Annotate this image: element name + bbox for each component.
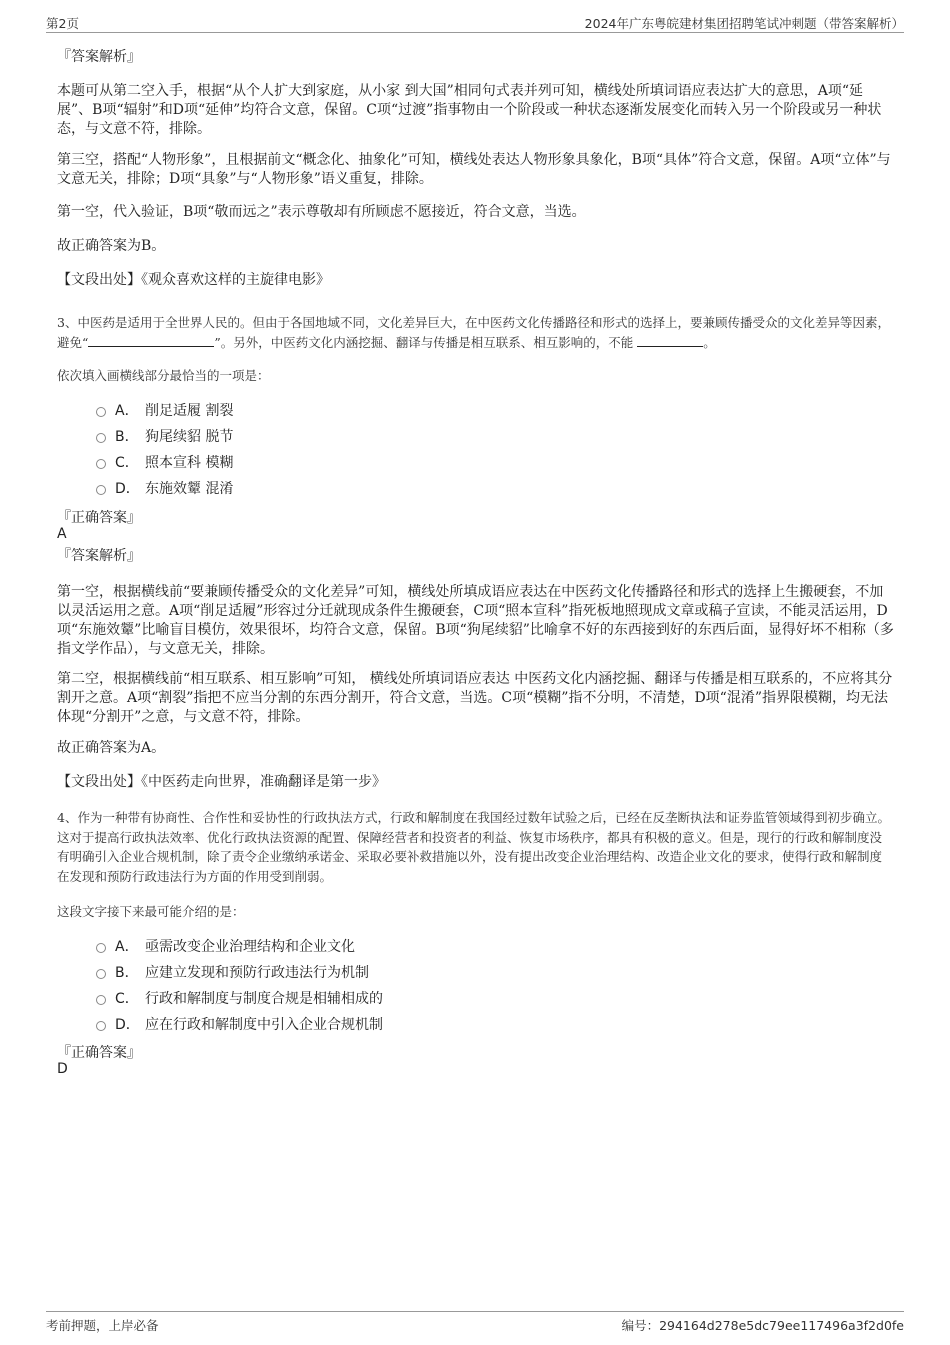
option-text: 照本宣科 模糊 — [145, 455, 234, 471]
question-stem-text: 3、中医药是适用于全世界人民的。但由于各国地域不同，文化差异巨大，在中医药文化传播路径和形式的选择上，要兼顾传播受众的文化差异等因素，避免“ — [57, 315, 890, 350]
footer-slogan: 考前押题，上岸必备 — [46, 1318, 159, 1333]
explanation-paragraph: 第二空，根据横线前“相互联系、相互影响”可知， 横线处所填词语应表达 中医药文化内涵挖掘、翻译与传播是相互联系的，不应将其分割开之意。A项“割裂”指把不应当分割的东西分割开，符合文意，当选。C项“模糊”指不分明，不清楚，D项“混淆”指界限模糊，均无法体现“分割开”之意，与文意不符，排除。 — [57, 671, 893, 725]
question-stem — [57, 313, 894, 352]
option-a[interactable] — [96, 938, 355, 956]
option-text: 亟需改变企业治理结构和企业文化 — [145, 939, 355, 955]
source-citation: 【文段出处】《观众喜欢这样的主旋律电影》 — [57, 272, 330, 288]
page-number: 第2页 — [46, 16, 79, 31]
explanation-paragraph: 第三空，搭配“人物形象”，且根据前文“概念化、抽象化”可知，横线处表达人物形象具象化，B项“具体”符合文意，保留。A项“立体”与文意无关，排除；D项“具象”与“人物形象”语义重复，排除。 — [57, 152, 891, 187]
question-prompt: 这段文字接下来最可能介绍的是： — [57, 904, 245, 919]
question-prompt: 依次填入画横线部分最恰当的一项是： — [57, 368, 270, 383]
answer-conclusion: 故正确答案为B。 — [57, 238, 166, 254]
option-text: 东施效颦 混淆 — [145, 481, 234, 497]
option-label: A． — [115, 939, 139, 955]
option-label: B． — [115, 965, 139, 981]
option-text: 应在行政和解制度中引入企业合规机制 — [145, 1017, 383, 1033]
option-text: 行政和解制度与制度合规是相辅相成的 — [145, 991, 383, 1007]
option-label: A． — [115, 403, 139, 419]
option-b[interactable] — [96, 964, 369, 982]
explanation-heading: 『答案解析』 — [57, 49, 141, 65]
document-title: 2024年广东粤皖建材集团招聘笔试冲刺题（带答案解析） — [584, 16, 904, 31]
answer-conclusion: 故正确答案为A。 — [57, 740, 166, 756]
document-id: 编号：294164d278e5dc79ee117496a3f2d0fe — [621, 1318, 904, 1333]
option-d[interactable] — [96, 480, 233, 498]
radio-icon[interactable] — [96, 1021, 106, 1031]
correct-answer: A — [57, 526, 67, 542]
page-header — [46, 12, 904, 33]
option-text: 应建立发现和预防行政违法行为机制 — [145, 965, 369, 981]
option-c[interactable] — [96, 454, 233, 472]
explanation-paragraph: 第一空，根据横线前“要兼顾传播受众的文化差异”可知，横线处所填成语应表达在中医药文化传播路径和形式的选择上生搬硬套，不加以灵活运用之意。A项“削足适履”形容过分迁就现成条件生搬硬套，C项“照本宣科”指死板地照现成文章或稿子宣读，不能灵活运用，D项“东施效颦”比喻盲目模仿，效果很坏，均符合文意，保留。B项“狗尾续貂”比喻拿不好的东西接到好的东西后面，显得好坏不相称（多指文学作品），与文意无关，排除。 — [57, 584, 894, 657]
question-stem-text: 。 — [703, 334, 716, 350]
explanation-heading: 『答案解析』 — [57, 548, 141, 564]
option-text: 狗尾续貂 脱节 — [145, 429, 234, 445]
explanation-paragraph: 本题可从第二空入手，根据“从个人扩大到家庭，从小家 到大国”相同句式表并列可知，横线处所填词语应表达扩大的意思，A项“延展”、B项“辐射”和D项“延伸”均符合文意，保留。C项“过渡”指事物由一个阶段或一种状态逐渐发展变化而转入另一个阶段或另一种状态，与文意不符，排除。 — [57, 83, 882, 137]
page-footer — [46, 1311, 904, 1334]
fill-blank — [88, 334, 214, 347]
option-d[interactable] — [96, 1016, 383, 1034]
explanation-paragraph: 第一空，代入验证，B项“敬而远之”表示尊敬却有所顾虑不愿接近，符合文意，当选。 — [57, 204, 586, 220]
correct-answer-heading: 『正确答案』 — [57, 1045, 141, 1061]
source-citation: 【文段出处】《中医药走向世界，准确翻译是第一步》 — [57, 774, 386, 790]
option-label: D． — [115, 1017, 140, 1033]
question-stem-text: ”。另外，中医药文化内涵挖掘、翻译与传播是相互联系、相互影响的，不能 — [214, 334, 634, 350]
radio-icon[interactable] — [96, 459, 106, 469]
option-label: D． — [115, 481, 140, 497]
option-text: 削足适履 割裂 — [145, 403, 234, 419]
radio-icon[interactable] — [96, 969, 106, 979]
question-stem: 4、作为一种带有协商性、合作性和妥协性的行政执法方式，行政和解制度在我国经过数年试验之后，已经在反垄断执法和证券监管领域得到初步确立。这对于提高行政执法效率、优化行政执法资源的配置、保障经营者和投资者的利益、恢复市场秩序，都具有积极的意义。但是，现行的行政和解制度没有明确引入企业合规机制，除了责令企业缴纳承诺金、采取必要补救措施以外，没有提出改变企业治理结构、改造企业文化的要求，使得行政和解制度在发现和预防行政违法行为方面的作用受到削弱。 — [57, 810, 890, 884]
radio-icon[interactable] — [96, 407, 106, 417]
option-b[interactable] — [96, 428, 233, 446]
option-a[interactable] — [96, 402, 233, 420]
option-c[interactable] — [96, 990, 383, 1008]
correct-answer: D — [57, 1061, 68, 1077]
option-label: C． — [115, 455, 139, 471]
option-label: C． — [115, 991, 139, 1007]
radio-icon[interactable] — [96, 433, 106, 443]
radio-icon[interactable] — [96, 943, 106, 953]
fill-blank — [637, 334, 703, 347]
radio-icon[interactable] — [96, 485, 106, 495]
radio-icon[interactable] — [96, 995, 106, 1005]
correct-answer-heading: 『正确答案』 — [57, 510, 141, 526]
option-label: B． — [115, 429, 139, 445]
